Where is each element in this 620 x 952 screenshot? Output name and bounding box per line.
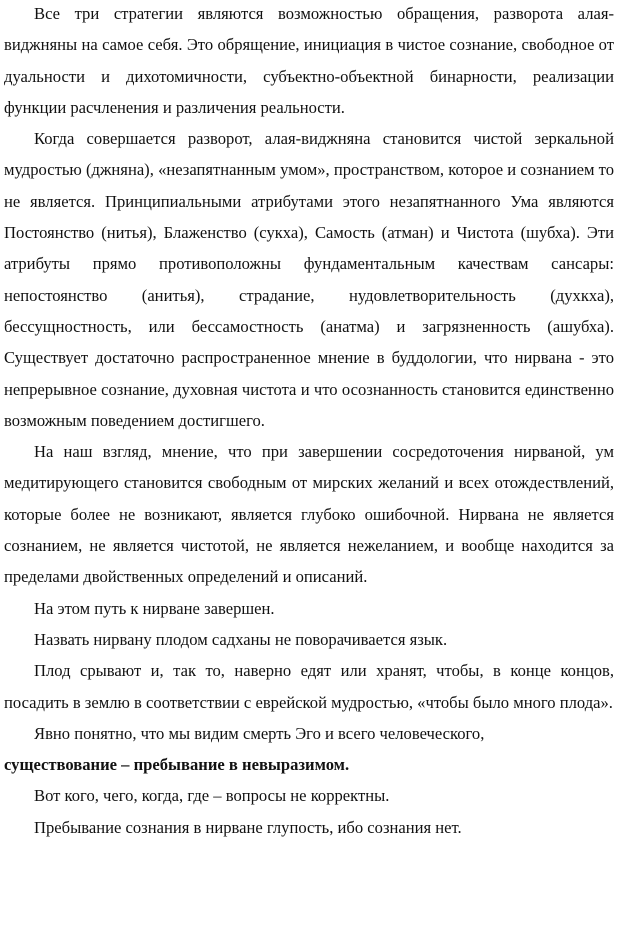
paragraph-strategies: Все три стратегии являются возможностью обращения, разворота алая-виджняны на самое себя. Это обрящение, инициация в чистое сознание, свободное от дуальности и дихотомичности, субъектно-объектной бинарности, реализации функции расчленения и различения реальности. [4, 4, 614, 117]
ego-death-bold-text: существование – пребывание в невыразимом. [4, 755, 350, 775]
paragraph-fruit: Плод срывают и, так то, наверно едят или хранят, чтобы, в конце концов, посадить в землю в соответствии с еврейской мудростью, «чтобы было много плода». [4, 661, 614, 712]
paragraph-questions: Вот кого, чего, когда, где – вопросы не корректны. [34, 786, 390, 806]
paragraph-fruit-of-sadhana: Назвать нирвану плодом садханы не поворачивается язык. [34, 629, 448, 649]
paragraph-opinion: На наш взгляд, мнение, что при завершении сосредоточения нирваной, ум медитирующего становится свободным от мирских желаний и всех отождествлений, которые более не возникают, является глубоко ошибочной. Нирвана не является сознанием, не является чистотой, не является нежеланием, и вообще находится за пределами двойственных определений и описаний. [4, 442, 614, 587]
ego-death-text: Явно понятно, что мы видим смерть Эго и всего человеческого, [34, 723, 485, 743]
paragraph-ego-death [4, 718, 614, 781]
paragraph-path-complete: На этом путь к нирване завершен. [34, 598, 275, 618]
paragraph-consciousness: Пребывание сознания в нирване глупость, ибо сознания нет. [34, 817, 462, 837]
paragraph-reversal: Когда совершается разворот, алая-виджняна становится чистой зеркальной мудростью (джняна), «незапятнанным умом», пространством, которое и сознанием то не является. Принципиальными атрибутами этого незапятнанного Ума являются Постоянство (нитья), Блаженство (сукха), Самость (атман) и Чистота (шубха). Эти атрибуты прямо противоположны фундаментальным качествам сансары: непостоянство (анитья), страдание, нудовлетворительность (духкха), бессущностность, или бессамостность (анатма) и загрязненность (ашубха). Существует достаточно распространенное мнение в буддологии, что нирвана - это непрерывное сознание, духовная чистота и что осознанность становится единственно возможным поведением достигшего. [4, 129, 614, 430]
